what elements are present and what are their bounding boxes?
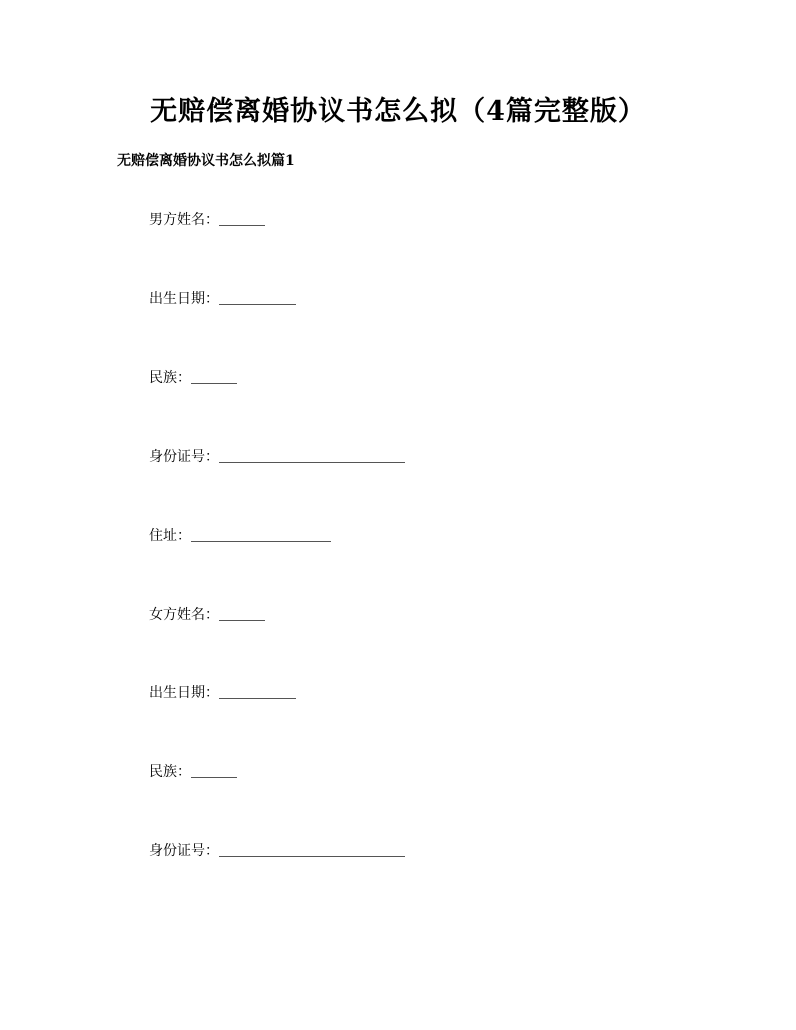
field-label: 身份证号： — [149, 449, 219, 465]
male-ethnicity-field — [149, 367, 237, 389]
field-label: 住址： — [149, 528, 191, 544]
fill-in-blank — [219, 840, 405, 857]
field-label: 身份证号： — [149, 843, 219, 859]
field-label: 女方姓名： — [149, 607, 219, 623]
fill-in-blank — [191, 761, 237, 778]
male-name-field — [149, 209, 265, 231]
fill-in-blank — [191, 525, 331, 542]
field-label: 出生日期： — [149, 685, 219, 701]
fill-in-blank — [219, 604, 265, 621]
male-birth-date-field — [149, 288, 296, 310]
female-birth-date-field — [149, 682, 296, 704]
fill-in-blank — [191, 367, 237, 384]
male-id-number-field — [149, 446, 405, 468]
section-heading: 无赔偿离婚协议书怎么拟篇1 — [117, 153, 295, 169]
document-title: 无赔偿离婚协议书怎么拟（4篇完整版） — [150, 96, 646, 127]
fill-in-blank — [219, 209, 265, 226]
address-field — [149, 525, 331, 547]
field-label: 出生日期： — [149, 291, 219, 307]
female-name-field — [149, 604, 265, 626]
fill-in-blank — [219, 682, 296, 699]
field-label: 民族： — [149, 764, 191, 780]
female-ethnicity-field — [149, 761, 237, 783]
field-label: 男方姓名： — [149, 212, 219, 228]
fill-in-blank — [219, 446, 405, 463]
female-id-number-field — [149, 840, 405, 862]
fill-in-blank — [219, 288, 296, 305]
field-label: 民族： — [149, 370, 191, 386]
